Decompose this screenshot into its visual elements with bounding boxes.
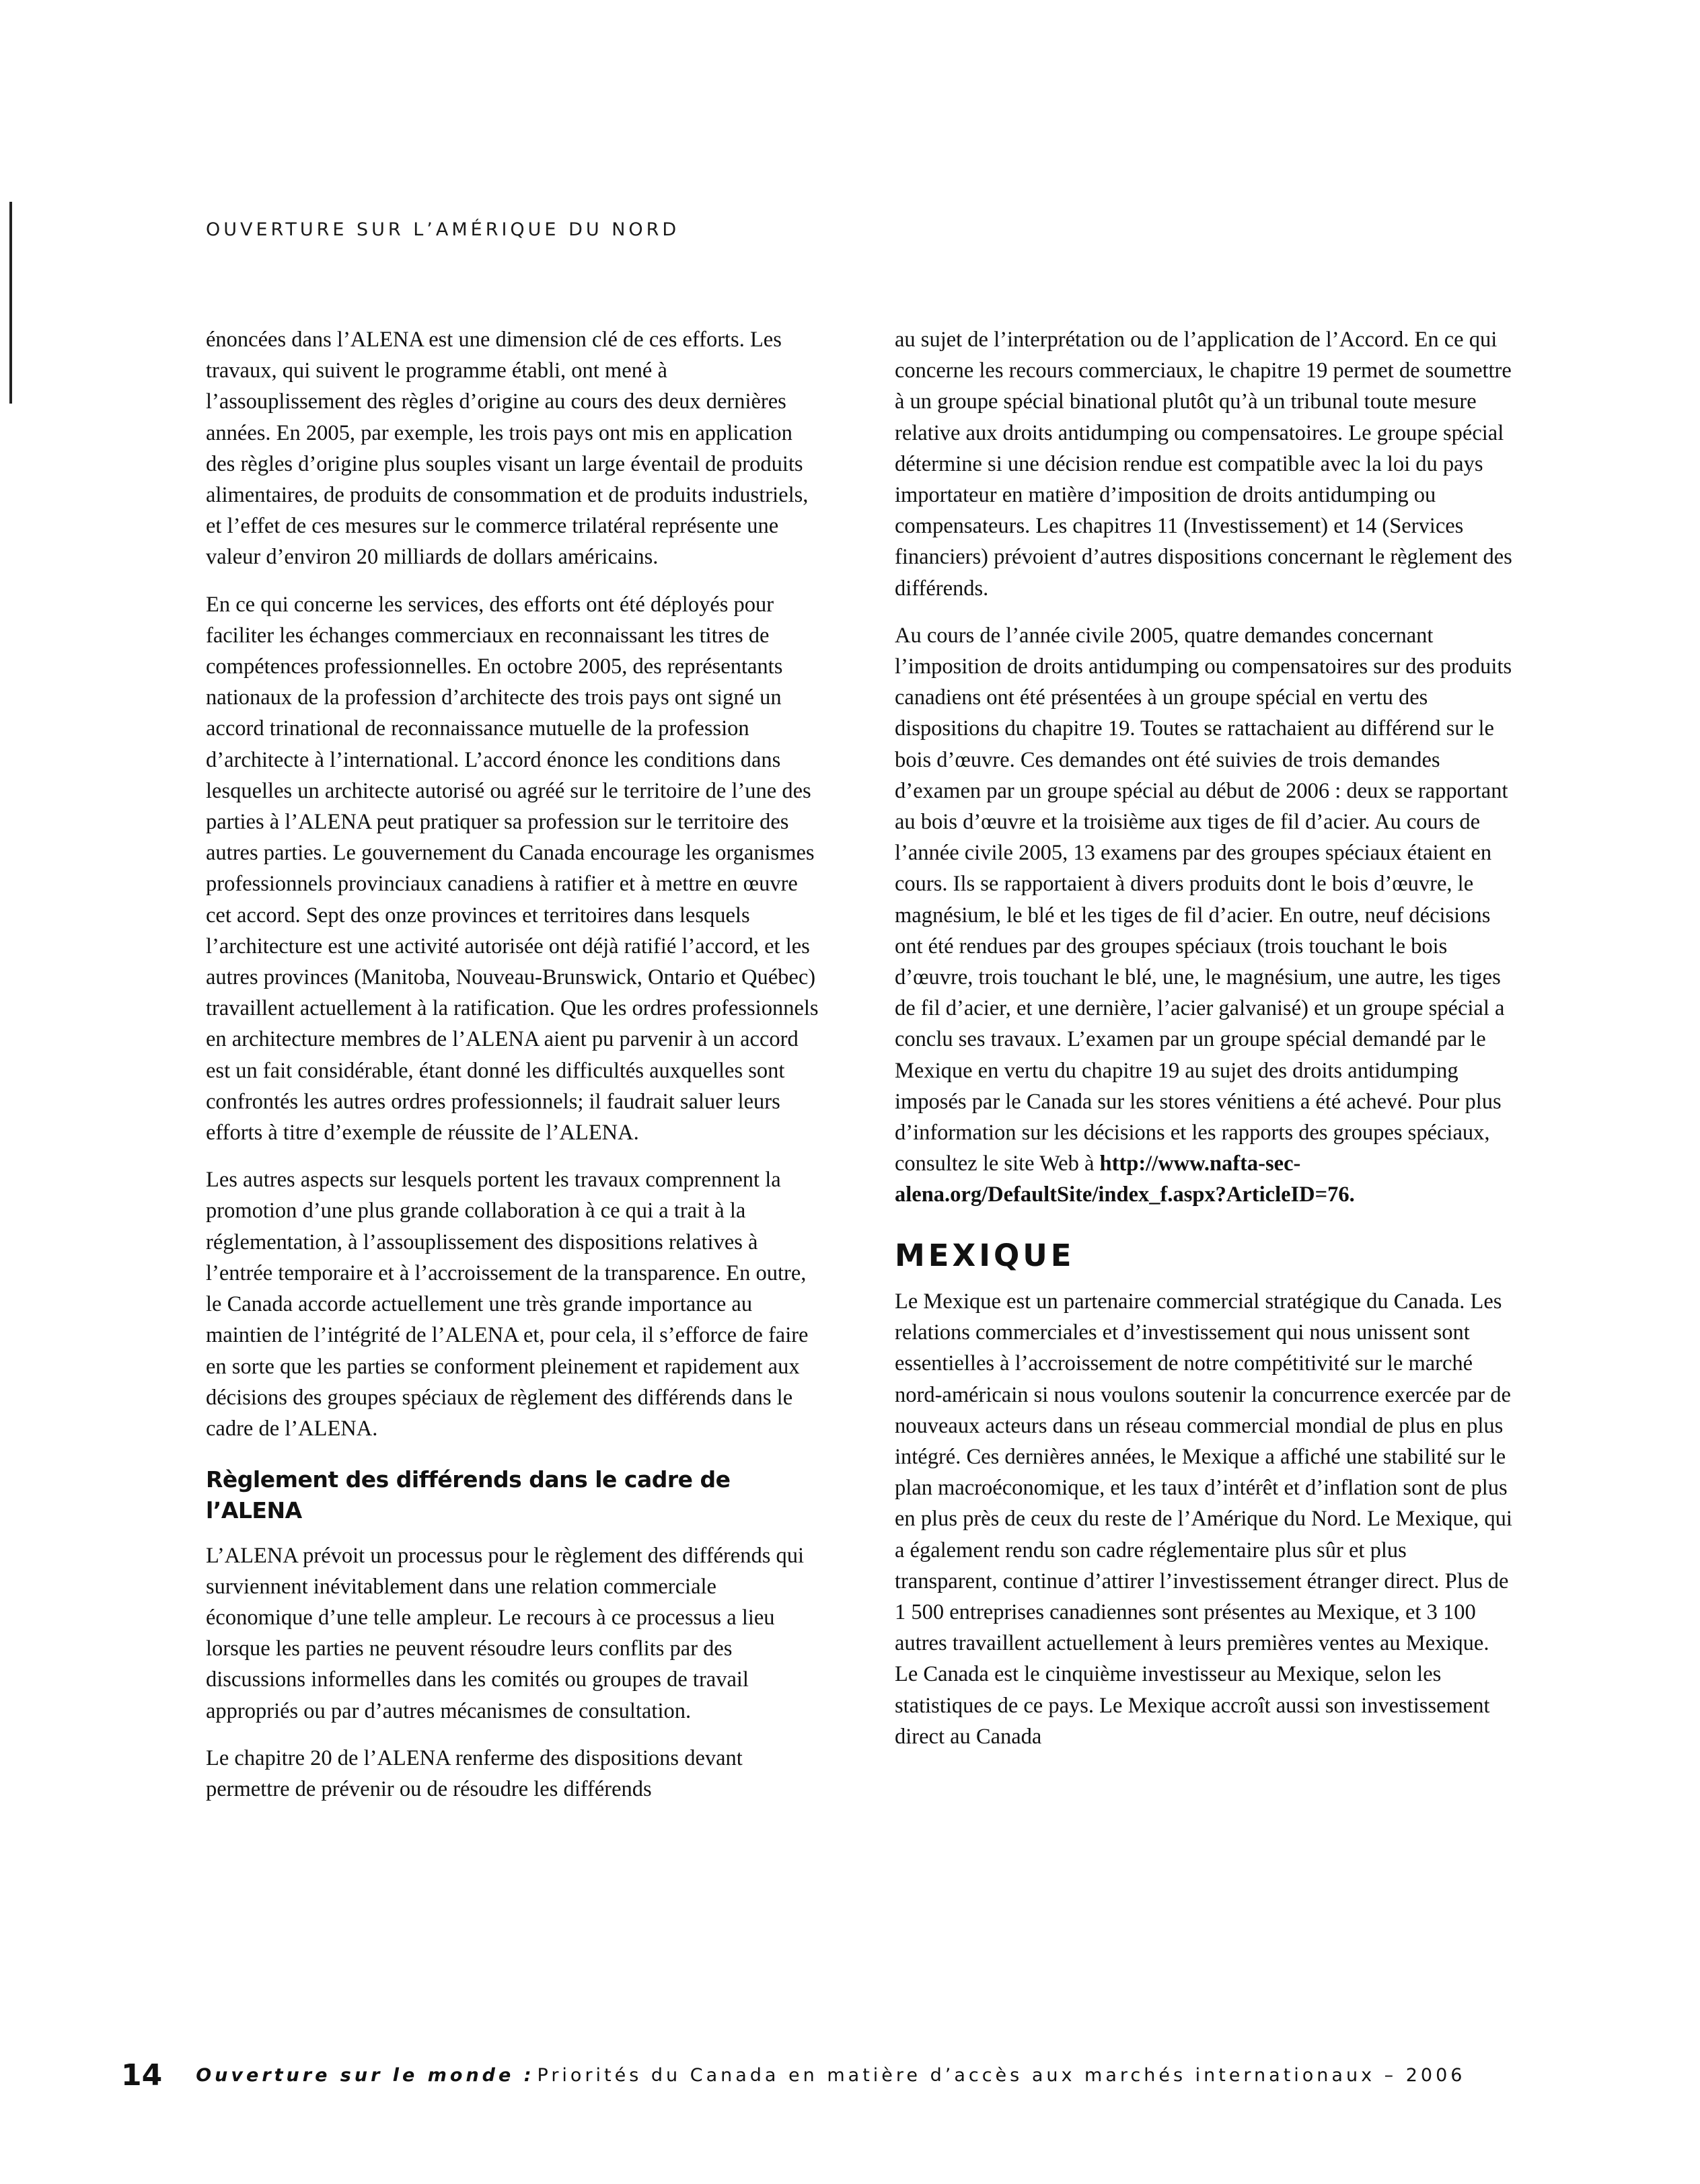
left-column bbox=[206, 324, 825, 1821]
page-number: 14 bbox=[121, 2058, 163, 2093]
right-paragraph-2 bbox=[895, 620, 1514, 1211]
subheading-dispute-settlement: Règlement des différends dans le cadre de l’ALENA bbox=[206, 1466, 731, 1524]
right-paragraph-2-text: Au cours de l’année civile 2005, quatre demandes concernant l’imposition de droits antidumping ou compensatoires sur des produits canadiens ont été présentées à un groupe spécial en vertu des dispositions du chapitre 19. Toutes se rattachaient au différend sur le bois d’œuvre. Ces demandes ont été suivies de trois demandes d’examen par un groupe spécial au début de 2006 : deux se rapportant au bois d’œuvre et la troisième aux tiges de fil d’acier. Au cours de l’année civile 2005, 13 examens par des groupes spéciaux étaient en cours. Ils se rapportaient à divers produits dont le bois d’œuvre, le magnésium, le blé et les tiges de fil d’acier. En outre, neuf décisions ont été rendues par des groupes spéciaux (trois touchant le bois d’œuvre, trois touchant le blé, une, le magnésium, une autre, les tiges de fil d’acier, et une dernière, l’acier galvanisé) et un groupe spécial a conclu ses travaux. L’examen par un groupe spécial demandé par le Mexique en vertu du chapitre 19 au sujet des droits antidumping imposés par le Canada sur les stores vénitiens a été achevé. Pour plus d’information sur les décisions et les rapports des groupes spéciaux, consultez le site Web à bbox=[895, 623, 1512, 1176]
right-paragraph-3: Le Mexique est un partenaire commercial stratégique du Canada. Les relations commerciales et d’investissement qui nous unissent sont essentielles à l’accroissement de notre compétitivité sur le marché nord-américain si nous voulons soutenir la concurrence exercée par de nouveaux acteurs dans un réseau commercial mondial de plus en plus intégré. Ces dernières années, le Mexique a affiché une stabilité sur le plan macroéconomique, et les taux d’intérêt et d’inflation sont de plus en plus près de ceux du reste de l’Amérique du Nord. Le Mexique, qui a également rendu son cadre réglementaire plus sûr et plus transparent, continue d’attirer l’investissement étranger direct. Plus de 1 500 entreprises canadiennes sont présentes au Mexique, et 3 100 autres travaillent actuellement à leurs premières ventes au Mexique. Le Canada est le cinquième investisseur au Mexique, selon les statistiques de ce pays. Le Mexique accroît aussi son investissement direct au Canada bbox=[895, 1289, 1512, 1749]
right-paragraph-1: au sujet de l’interprétation ou de l’application de l’Accord. En ce qui concerne les recours commerciaux, le chapitre 19 permet de soumettre à un groupe spécial binational plutôt qu’à un tribunal toute mesure relative aux droits antidumping ou compensatoires. Le groupe spécial détermine si une décision rendue est compatible avec la loi du pays importateur en matière d’imposition de droits antidumping ou compensateurs. Les chapitres 11 (Investissement) et 14 (Services financiers) prévoient d’autres dispositions concernant le règlement des différends. bbox=[895, 328, 1512, 601]
scan-margin-mark bbox=[9, 202, 12, 404]
nafta-url-link[interactable]: http://www.nafta-sec-alena.org/DefaultSite/index_f.aspx?ArticleID=76. bbox=[895, 1152, 1355, 1207]
left-paragraph-1: énoncées dans l’ALENA est une dimension clé de ces efforts. Les travaux, qui suivent le programme établi, ont mené à l’assouplissement des règles d’origine au cours des deux dernières années. En 2005, par exemple, les trois pays ont mis en application des règles d’origine plus souples visant un large éventail de produits alimentaires, de produits de consommation et de produits industriels, et l’effet de ces mesures sur le commerce trilatéral représente une valeur d’environ 20 milliards de dollars américains. bbox=[206, 328, 809, 570]
left-paragraph-3: Les autres aspects sur lesquels portent les travaux comprennent la promotion d’une plus grande collaboration à ce qui a trait à la réglementation, à l’assouplissement des dispositions relatives à l’entrée temporaire et à l’accroissement de la transparence. En outre, le Canada accorde actuellement une très grande importance au maintien de l’intégrité de l’ALENA et, pour cela, il s’efforce de faire en sorte que les parties se conforment pleinement et rapidement aux décisions des groupes spéciaux de règlement des différends dans le cadre de l’ALENA. bbox=[206, 1168, 809, 1441]
right-column bbox=[895, 324, 1514, 1768]
left-paragraph-2: En ce qui concerne les services, des efforts ont été déployés pour faciliter les échanges commerciaux en reconnaissant les titres de compétences professionnelles. En octobre 2005, des représentants nationaux de la profession d’architecte des trois pays ont signé un accord trinational de reconnaissance mutuelle de la profession d’architecte à l’international. L’accord énonce les conditions dans lesquelles un architecte autorisé ou agréé sur le territoire de l’une des parties à l’ALENA peut pratiquer sa profession sur le territoire des autres parties. Le gouvernement du Canada encourage les organismes professionnels provinciaux canadiens à ratifier et à mettre en œuvre cet accord. Sept des onze provinces et territoires dans lesquels l’architecture est une activité autorisée ont déjà ratifié l’accord, et les autres provinces (Manitoba, Nouveau-Brunswick, Ontario et Québec) travaillent actuellement à la ratification. Que les ordres professionnels en architecture membres de l’ALENA aient pu parvenir à un accord est un fait considérable, étant donné les difficultés auxquelles sont confrontés les autres ordres professionnels; il faudrait saluer leurs efforts à titre d’exemple de réussite de l’ALENA. bbox=[206, 592, 819, 1145]
footer-publication-subtitle: Priorités du Canada en matière d’accès aux marchés internationaux – 2006 bbox=[537, 2065, 1466, 2086]
left-paragraph-4: L’ALENA prévoit un processus pour le règlement des différends qui surviennent inévitablement dans une relation commerciale économique d’une telle ampleur. Le recours à ce processus a lieu lorsque les parties ne peuvent résoudre leurs conflits par des discussions informelles dans les comités ou groupes de travail appropriés ou par d’autres mécanismes de consultation. bbox=[206, 1543, 805, 1723]
footer-publication-title: Ouverture sur le monde : bbox=[196, 2065, 535, 2086]
section-heading-mexique: MEXIQUE bbox=[895, 1237, 1075, 1273]
left-paragraph-5: Le chapitre 20 de l’ALENA renferme des dispositions devant permettre de prévenir ou de résoudre les différends bbox=[206, 1745, 743, 1801]
page-footer bbox=[121, 2058, 1601, 2093]
running-head: OUVERTURE SUR L’AMÉRIQUE DU NORD bbox=[206, 219, 680, 240]
